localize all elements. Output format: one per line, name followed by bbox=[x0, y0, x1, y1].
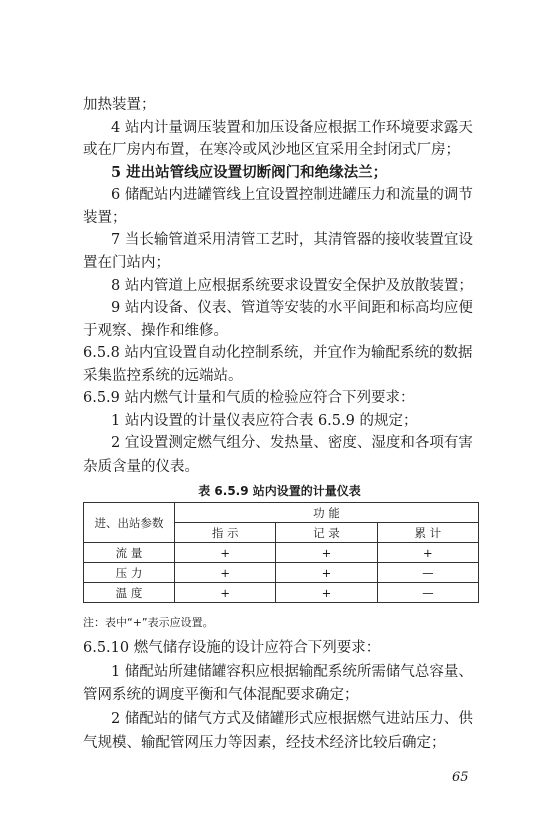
table-cell: + bbox=[276, 583, 377, 603]
text-line: 采集监控系统的远端站。 bbox=[83, 368, 243, 384]
sub-header: 记 录 bbox=[276, 523, 377, 543]
table-row bbox=[84, 563, 479, 583]
table-cell: + bbox=[276, 563, 377, 583]
table-cell: — bbox=[377, 583, 478, 603]
text-line-bold: 5 进出站管线应设置切断阀门和绝缘法兰； bbox=[111, 164, 388, 181]
clause-6-5-9: 6.5.9 站内燃气计量和气质的检验应符合下列要求： bbox=[83, 390, 415, 406]
text-line: 8 站内管道上应根据系统要求设置安全保护及放散装置； bbox=[111, 278, 473, 294]
row-label: 温 度 bbox=[84, 583, 175, 603]
sub-header: 累 计 bbox=[377, 523, 478, 543]
text-line: 4 站内计量调压装置和加压设备应根据工作环境要求露天 bbox=[111, 120, 473, 136]
text-line: 加热装置； bbox=[83, 97, 156, 113]
sub-header: 指 示 bbox=[175, 523, 276, 543]
text-line: 9 站内设备、仪表、管道等安装的水平间距和标高均应便 bbox=[111, 300, 473, 316]
text-line: 或在厂房内布置，在寒冷或风沙地区宜采用全封闭式厂房； bbox=[83, 142, 460, 158]
text-line: 2 储配站的储气方式及储罐形式应根据燃气进站压力、供 bbox=[111, 711, 473, 727]
row-label: 流 量 bbox=[84, 543, 175, 563]
clause-6-5-10: 6.5.10 燃气储存设施的设计应符合下列要求： bbox=[83, 640, 381, 656]
table-cell: + bbox=[175, 563, 276, 583]
text-line: 于观察、操作和维修。 bbox=[83, 323, 228, 339]
function-header: 功 能 bbox=[175, 503, 479, 523]
table-cell: + bbox=[377, 543, 478, 563]
text-line: 气规模、输配管网压力等因素，经技术经济比较后确定； bbox=[83, 735, 446, 751]
page-number: 65 bbox=[452, 770, 469, 785]
table-cell: + bbox=[175, 583, 276, 603]
text-line: 6 储配站内进罐管线上宜设置控制进罐压力和流量的调节 bbox=[111, 187, 473, 203]
table-note: 注：表中“+”表示应设置。 bbox=[83, 616, 214, 629]
text-line: 7 当长输管道采用清管工艺时，其清管器的接收装置宜设 bbox=[111, 232, 473, 248]
table-caption: 表 6.5.9 站内设置的计量仪表 bbox=[198, 484, 361, 498]
text-line: 2 宜设置测定燃气组分、发热量、密度、湿度和各项有害 bbox=[111, 435, 473, 451]
text-line: 置在门站内； bbox=[83, 255, 170, 271]
text-line: 管网系统的调度平衡和气体混配要求确定； bbox=[83, 687, 359, 703]
table-row bbox=[84, 583, 479, 603]
metering-instrument-table bbox=[83, 502, 479, 603]
text-line: 杂质含量的仪表。 bbox=[83, 459, 199, 475]
text-line: 装置； bbox=[83, 210, 127, 226]
table-row bbox=[84, 543, 479, 563]
row-label: 压 力 bbox=[84, 563, 175, 583]
table-cell: + bbox=[276, 543, 377, 563]
text-line: 1 储配站所建储罐容积应根据输配系统所需储气总容量、 bbox=[111, 664, 473, 680]
param-header: 进、出站参数 bbox=[84, 503, 175, 543]
clause-6-5-8: 6.5.8 站内宜设置自动化控制系统，并宜作为输配系统的数据 bbox=[83, 345, 473, 361]
table-cell: + bbox=[175, 543, 276, 563]
text-line: 1 站内设置的计量仪表应符合表 6.5.9 的规定； bbox=[111, 413, 418, 429]
table-cell: — bbox=[377, 563, 478, 583]
